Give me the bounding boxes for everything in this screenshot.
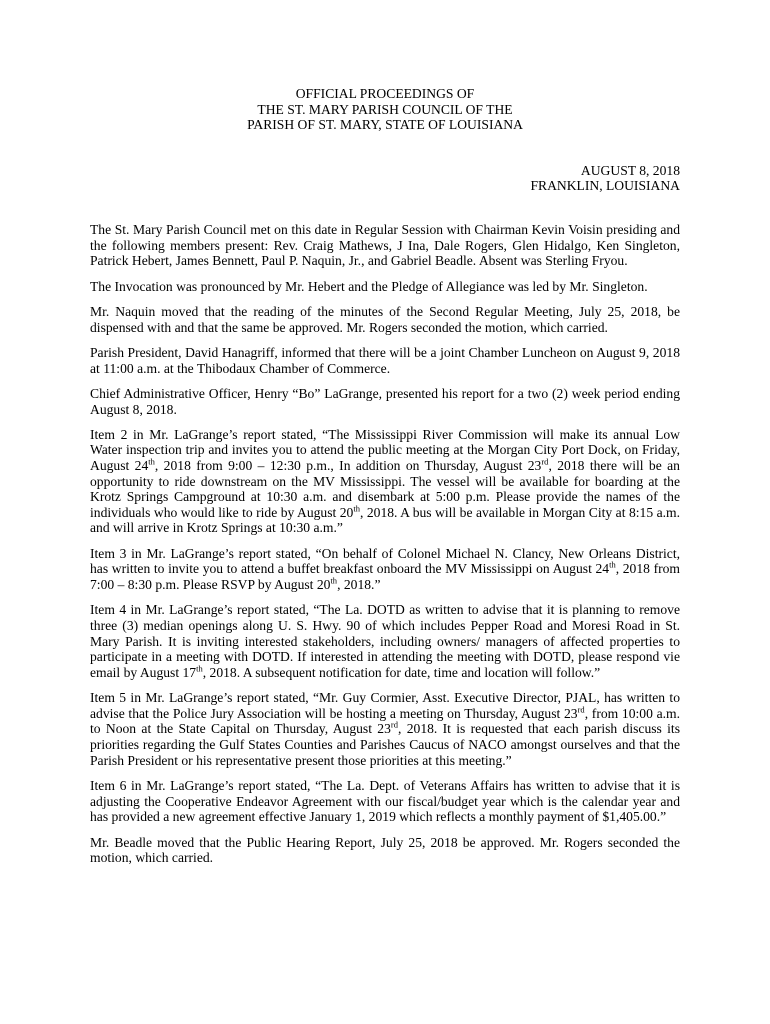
item-5-text-b: , from 10:00 a.m. to Noon at the State Capital on Thursday, August 23: [90, 705, 680, 737]
item-2-sup-1: th: [148, 456, 155, 467]
item-5-sup-1: rd: [577, 704, 585, 715]
paragraph-chamber-luncheon: Parish President, David Hanagriff, informed that there will be a joint Chamber Luncheon on August 9, 2018 at 11:00 a.m. at the Thibodaux Chamber of Commerce.: [90, 344, 680, 376]
item-4-sup-1: th: [196, 663, 203, 674]
document-page: [90, 86, 680, 876]
item-5-sup-2: rd: [390, 719, 398, 730]
paragraph-item-2: [90, 427, 680, 536]
paragraph-minutes-motion: Mr. Naquin moved that the reading of the minutes of the Second Regular Meeting, July 25, 2018, be dispensed with and that the same be approved. Mr. Rogers seconded the motion, which carried.: [90, 303, 680, 335]
meeting-date: AUGUST 8, 2018: [580, 162, 680, 178]
item-3-text-a: Item 3 in Mr. LaGrange’s report stated, “On behalf of Colonel Michael N. Clancy, New Orleans District, has written to invite you to attend a buffet breakfast onboard the MV Mississippi on August 24: [90, 545, 680, 577]
item-2-text-a: Item 2 in Mr. LaGrange’s report stated, “The Mississippi River Commission will make its annual Low Water inspection trip and invites you to attend the public meeting at the Morgan City Port Dock, on Friday, August 24: [90, 426, 680, 474]
item-2-text-c: , 2018 there will be an opportunity to ride downstream on the MV Mississippi. The vessel will be available for boarding at the Krotz Springs Campground at 10:30 a.m. and disembark at 5:00 p.m. Please provide the names of the individuals who would like to ride by August 20: [90, 458, 680, 520]
item-3-text-b: , 2018 from 7:00 – 8:30 p.m. Please RSVP by August 20: [90, 561, 680, 593]
header-title-line-2: THE ST. MARY PARISH COUNCIL OF THE: [257, 101, 513, 117]
header-title-line-3: PARISH OF ST. MARY, STATE OF LOUISIANA: [247, 117, 523, 133]
item-5-text-c: , 2018. It is requested that each parish discuss its priorities regarding the Gulf States Counties and Parishes Caucus of NACO amongst ourselves and that the Parish President or his representative present those priorities at this meeting.”: [90, 721, 680, 768]
item-3-sup-1: th: [609, 559, 616, 570]
header-title-line-1: OFFICIAL PROCEEDINGS OF: [295, 86, 475, 101]
document-header: [90, 86, 680, 133]
item-2-sup-2: rd: [541, 456, 549, 467]
paragraph-public-hearing-motion: Mr. Beadle moved that the Public Hearing Report, July 25, 2018 be approved. Mr. Rogers seconded the motion, which carried.: [90, 834, 680, 866]
paragraph-item-4: [90, 602, 680, 680]
item-3-sup-2: th: [330, 575, 338, 586]
item-5-text-a: Item 5 in Mr. LaGrange’s report stated, “Mr. Guy Cormier, Asst. Executive Director, PJAL, has written to advise that the Police Jury Association will be hosting a meeting on Thursday, August 23: [90, 690, 680, 721]
paragraph-item-6: Item 6 in Mr. LaGrange’s report stated, “The La. Dept. of Veterans Affairs has written to advise that it is adjusting the Cooperative Endeavor Agreement with our fiscal/budget year which is the calendar year and has provided a new agreement effective January 1, 2019 which reflects a monthly payment of $1,405.00.”: [90, 777, 680, 825]
paragraph-cao-report: Chief Administrative Officer, Henry “Bo” LaGrange, presented his report for a two (2) week period ending August 8, 2018.: [90, 385, 680, 417]
paragraph-invocation: The Invocation was pronounced by Mr. Hebert and the Pledge of Allegiance was led by Mr. Singleton.: [90, 278, 648, 294]
item-4-text-b: , 2018. A subsequent notification for date, time and location will follow.”: [202, 664, 601, 680]
item-2-text-b: , 2018 from 9:00 – 12:30 p.m., In addition on Thursday, August 23: [154, 458, 542, 474]
item-2-sup-3: th: [353, 503, 360, 514]
item-2-text-d: , 2018. A bus will be available in Morgan City at 8:15 a.m. and will arrive in Krotz Springs at 10:30 a.m.”: [90, 504, 680, 536]
paragraph-attendance: The St. Mary Parish Council met on this date in Regular Session with Chairman Kevin Voisin presiding and the following members present: Rev. Craig Mathews, J Ina, Dale Rogers, Glen Hidalgo, Ken Singleton, Patrick Hebert, James Bennett, Paul P. Naquin, Jr., and Gabriel Beadle. Absent was Sterling Fryou.: [90, 221, 680, 269]
dateline: [90, 163, 680, 194]
paragraph-item-3: [90, 546, 680, 593]
paragraph-item-5: [90, 690, 680, 768]
item-3-text-c: , 2018.”: [337, 577, 381, 593]
item-4-text-a: Item 4 in Mr. LaGrange’s report stated, “The La. DOTD as written to advise that it is planning to remove three (3) median openings along U. S. Hwy. 90 of which includes Pepper Road and Moresi Road in St. Mary Parish. It is inviting interested stakeholders, including owners/ managers of affected properties to participate in a meeting with DOTD. If interested in attending the meeting with DOTD, please respond vie email by August 17: [90, 602, 680, 680]
proceedings-body: [90, 222, 680, 866]
meeting-location: FRANKLIN, LOUISIANA: [530, 178, 680, 194]
